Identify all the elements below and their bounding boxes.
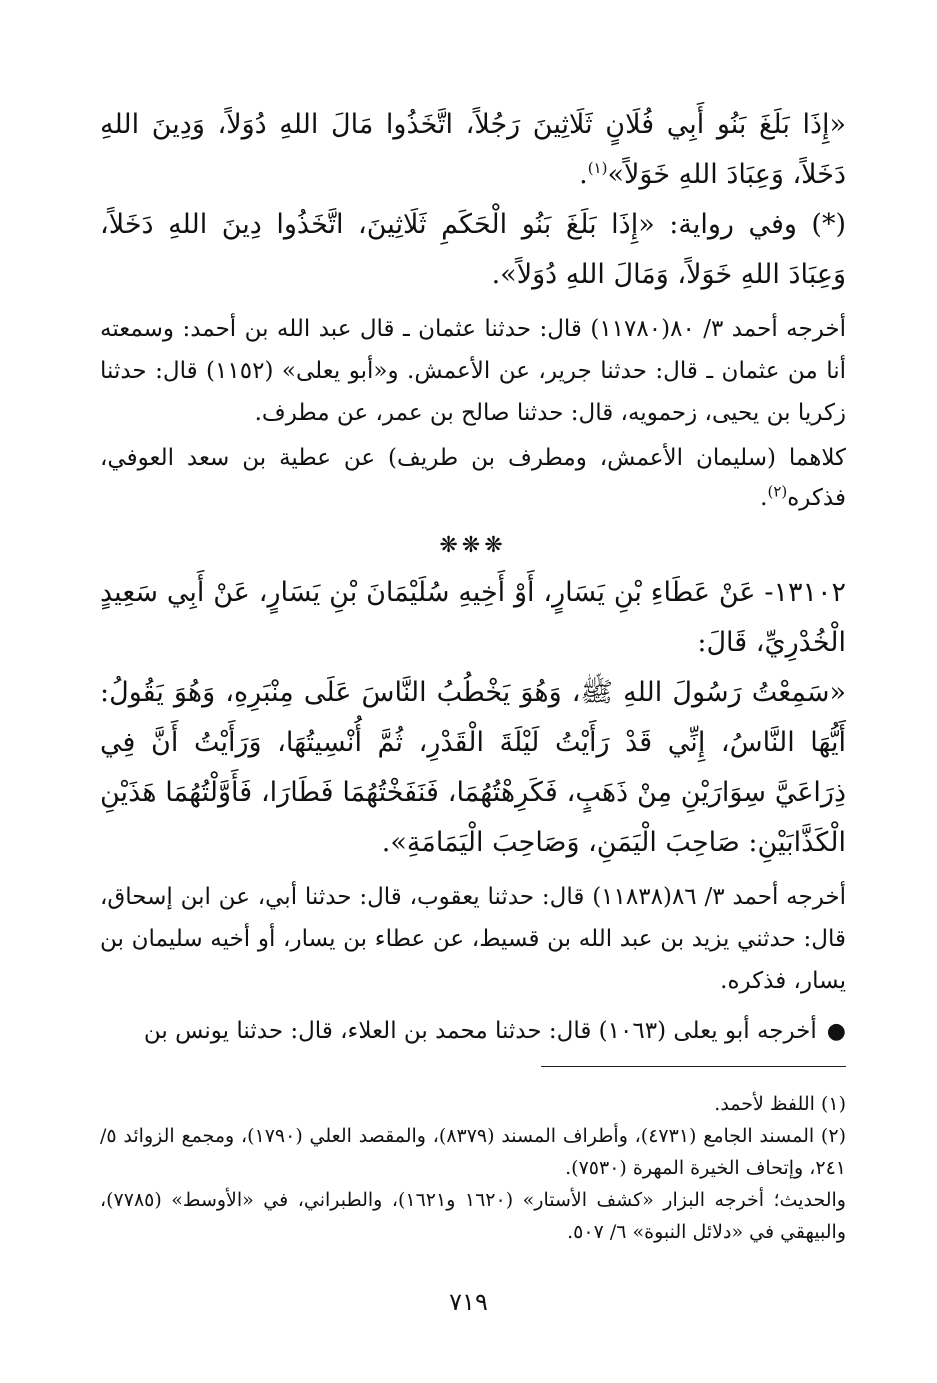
previous-hadith-end: .	[579, 159, 588, 190]
hadith-text: «سَمِعْتُ رَسُولَ اللهِ ﷺ، وَهُوَ يَخْطُبُ النَّاسَ عَلَى مِنْبَرِهِ، وَهُوَ يَقُولُ: أَيُّهَا النَّاسُ، إِنِّي قَدْ رَأَيْتُ لَيْلَةَ الْقَدْرِ، ثُمَّ أُنْسِيتُهَا، وَرَأَيْتُ أَنَّ فِي ذِرَاعَيَّ سِوَارَيْنِ مِنْ ذَهَبٍ، فَكَرِهْتُهُمَا، فَنَفَخْتُهُمَا فَطَارَا، فَأَوَّلْتُهُمَا هَذَيْنِ الْكَذَّابَيْنِ: صَاحِبَ الْيَمَنِ، وَصَاحِبَ الْيَمَامَةِ».	[100, 677, 846, 858]
footnote-2: (٢) المسند الجامع (٤٧٣١)، وأطراف المسند (٨٣٧٩)، والمقصد العلي (١٧٩٠)، ومجمع الزوائد ٥/ ٢٤١، وإتحاف الخيرة المهرة (٧٥٣٠).	[100, 1125, 846, 1179]
footnote-ref-1[interactable]: (١)	[587, 159, 608, 177]
section-separator: ❋❋❋	[439, 533, 507, 558]
hadith-takhrij-second-text: أخرجه أبو يعلى (١٠٦٣) قال: حدثنا محمد بن العلاء، قال: حدثنا يونس بن	[143, 1018, 817, 1044]
footnote-divider	[541, 1066, 846, 1067]
hadith-chain: عَنْ عَطَاءِ بْنِ يَسَارٍ، أَوْ أَخِيهِ سُلَيْمَانَ بْنِ يَسَارٍ، عَنْ أَبِي سَعِيدٍ الْخُدْرِيِّ، قَالَ:	[100, 577, 846, 658]
variant-narration: (*) وفي رواية: «إِذَا بَلَغَ بَنُو الْحَكَمِ ثَلَاثِينَ، اتَّخَذُوا دِينَ اللهِ دَخَلاً، وَعِبَادَ اللهِ خَوَلاً، وَمَالَ اللهِ دُوَلاً».	[100, 209, 846, 290]
footnote-2-continuation: والحديث؛ أخرجه البزار «كشف الأستار» (١٦٢٠ و١٦٢١)، والطبراني، في «الأوسط» (٧٧٨٥)، والبيهقي في «دلائل النبوة» ٦/ ٥٠٧.	[100, 1189, 846, 1243]
footnote-1: (١) اللفظ لأحمد.	[714, 1093, 846, 1115]
previous-hadith-takhrij: أخرجه أحمد ٣/ ٨٠(١١٧٨٠) قال: حدثنا عثمان ـ قال عبد الله بن أحمد: وسمعته أنا من عثمان ـ قال: حدثنا جرير، عن الأعمش. و«أبو يعلى» (١١٥٢) قال: حدثنا زكريا بن يحيى، زحمويه، قال: حدثنا صالح بن عمر، عن مطرف.	[100, 316, 847, 426]
summary-end: .	[760, 485, 768, 511]
previous-hadith-matn: «إِذَا بَلَغَ بَنُو أَبِي فُلَانٍ ثَلَاثِينَ رَجُلاً، اتَّخَذُوا مَالَ اللهِ دُوَلاً، وَدِينَ اللهِ دَخَلاً، وَعِبَادَ اللهِ خَوَلاً»	[100, 109, 846, 190]
previous-hadith-summary	[100, 438, 846, 518]
footnote-list	[100, 1088, 846, 1248]
page-number: ٧١٩	[449, 1288, 488, 1316]
hadith-takhrij-second	[100, 1010, 846, 1053]
hadith-takhrij: أخرجه أحمد ٣/ ٨٦(١١٨٣٨) قال: حدثنا يعقوب، قال: حدثنا أبي، عن ابن إسحاق، قال: حدثني يزيد بن عبد الله بن قسيط، عن عطاء بن يسار، أو أخيه سليمان بن يسار، فذكره.	[100, 884, 847, 994]
hadith-heading	[100, 568, 846, 668]
bullet-icon: ●	[826, 1019, 846, 1044]
page-body	[100, 100, 846, 1053]
hadith-number: ١٣١٠٢-	[764, 577, 846, 608]
previous-hadith-text	[100, 100, 846, 200]
footnote-ref-2[interactable]: (٢)	[767, 482, 788, 501]
summary-text: كلاهما (سليمان الأعمش، ومطرف بن طريف) عن عطية بن سعد العوفي، فذكره	[100, 445, 846, 511]
